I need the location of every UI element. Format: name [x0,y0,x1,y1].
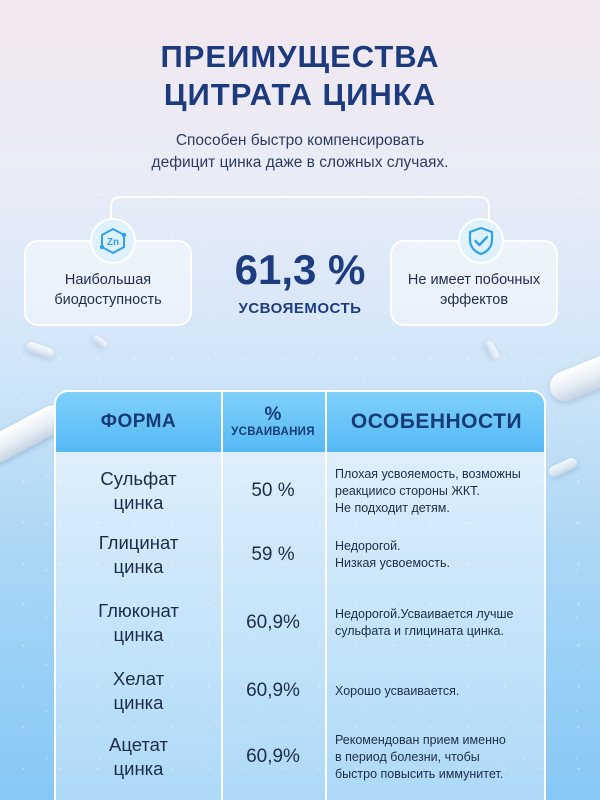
zinc-molecule-icon [90,218,136,264]
page-title [0,38,600,114]
subtitle-line-1: Способен быстро компенсировать [175,132,425,149]
column-header-percent [221,392,325,452]
form-cell: Глюконат цинка [98,600,179,645]
connector-bracket [110,196,490,240]
highlight-left-line-2: биодоступность [54,292,162,308]
column-header-form: ФОРМА [100,411,177,432]
title-line-1: ПРЕИМУЩЕСТВА [160,39,440,74]
features-cell: Недорогой. Низкая усвоемость. [335,539,450,570]
column-header-features: ОСОБЕННОСТИ [350,410,523,433]
percent-cell: 60,9% [246,612,300,633]
highlight-right-line-1: Не имеет побочных [407,272,541,288]
capsule-decoration [25,341,55,360]
capsule-decoration [91,334,108,349]
table-row [56,658,544,724]
percent-cell: 59 % [251,544,295,565]
features-cell: Хорошо усваивается. [335,683,460,698]
capsule-decoration [484,339,501,360]
highlight-right-line-2: эффектов [439,292,509,308]
percent-symbol: % [264,404,282,425]
table-row [56,458,544,524]
form-cell: Глицинат цинка [98,532,179,577]
absorption-value: 61,3 % [234,246,366,293]
title-line-2: ЦИТРАТА ЦИНКА [163,77,437,112]
features-cell: Плохая усвояемость, возможны реакциисо стороны ЖКТ. Не подходит детям. [335,466,521,515]
highlight-left-line-1: Наибольшая [64,272,152,288]
table-row [56,590,544,656]
features-cell: Недорогой.Усваивается лучше сульфата и глицината цинка. [335,607,514,638]
form-cell: Сульфат цинка [100,468,177,513]
features-cell: Рекомендован прием именно в период болезни, чтобы быстро повысить иммунитет. [335,732,506,781]
percent-cell: 60,9% [246,680,300,701]
percent-label: УСВАИВАНИЯ [231,426,315,438]
subtitle-line-2: дефицит цинка даже в сложных случаях. [151,154,449,171]
form-cell: Ацетат цинка [108,734,169,779]
table-row [56,724,544,790]
percent-cell: 60,9% [246,746,300,767]
shield-check-icon [458,218,504,264]
form-cell: Хелат цинка [112,668,165,713]
percent-cell: 50 % [251,480,295,501]
absorption-label: УСВОЯЕМОСТЬ [238,300,362,317]
table-row [56,522,544,588]
capsule-decoration [547,456,579,479]
capsule-decoration [545,348,600,406]
zinc-icon-label: Zn [106,237,120,248]
page-subtitle [0,130,600,174]
zinc-forms-table [54,390,546,800]
